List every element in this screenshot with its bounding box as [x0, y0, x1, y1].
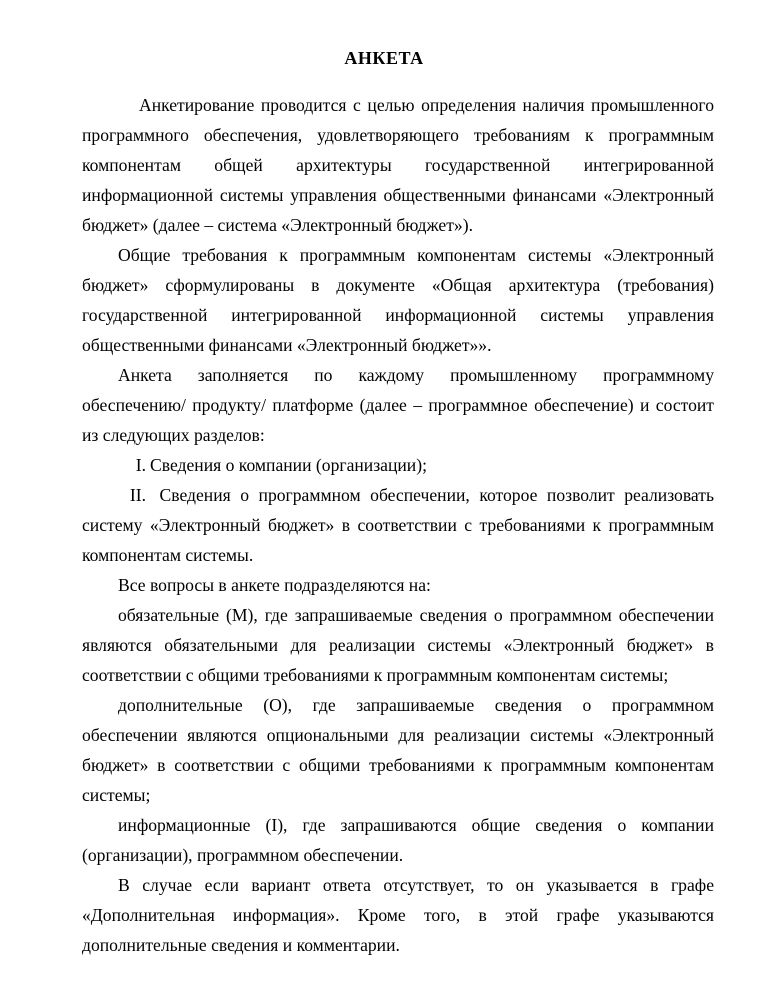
section-number: I. — [135, 455, 146, 475]
paragraph-mandatory: обязательные (M), где запрашиваемые сведения о программном обеспечении являются обязательными для реализации системы «Электронный бюджет» в соответствии с общими требованиями к программным компонентам системы; — [82, 605, 714, 685]
document-body — [82, 90, 714, 960]
paragraph-informational: информационные (I), где запрашиваются общие сведения о компании (организации), программном обеспечении. — [82, 815, 714, 865]
section-item-1 — [82, 450, 714, 480]
section-number: II. — [129, 485, 146, 505]
section-text: Сведения о программном обеспечении, которое позволит реализовать систему «Электронный бюджет» в соответствии с требованиями к программным компонентам системы. — [82, 485, 714, 565]
paragraph-requirements: Общие требования к программным компонентам системы «Электронный бюджет» сформулированы в документе «Общая архитектура (требования) государственной интегрированной информационной системы управления общественными финансами «Электронный бюджет»». — [82, 245, 714, 355]
section-item-2 — [82, 480, 714, 570]
paragraph-additional-info: В случае если вариант ответа отсутствует, то он указывается в графе «Дополнительная информация». Кроме того, в этой графе указываются дополнительные сведения и комментарии. — [82, 875, 714, 955]
paragraph-intro: Анкетирование проводится с целью определения наличия промышленного программного обеспечения, удовлетворяющего требованиям к программным компонентам общей архитектуры государственной интегрированной информационной системы управления общественными финансами «Электронный бюджет» (далее – система «Электронный бюджет»). — [82, 95, 714, 235]
paragraph-optional: дополнительные (O), где запрашиваемые сведения о программном обеспечении являются опциональными для реализации системы «Электронный бюджет» в соответствии с общими требованиями к программным компонентам системы; — [82, 695, 714, 805]
document-title: АНКЕТА — [344, 48, 424, 68]
paragraph-filling: Анкета заполняется по каждому промышленному программному обеспечению/ продукту/ платформе (далее – программное обеспечение) и состоит из следующих разделов: — [82, 365, 714, 445]
section-text: Сведения о компании (организации); — [150, 455, 427, 475]
paragraph-question-types: Все вопросы в анкете подразделяются на: — [118, 575, 431, 595]
